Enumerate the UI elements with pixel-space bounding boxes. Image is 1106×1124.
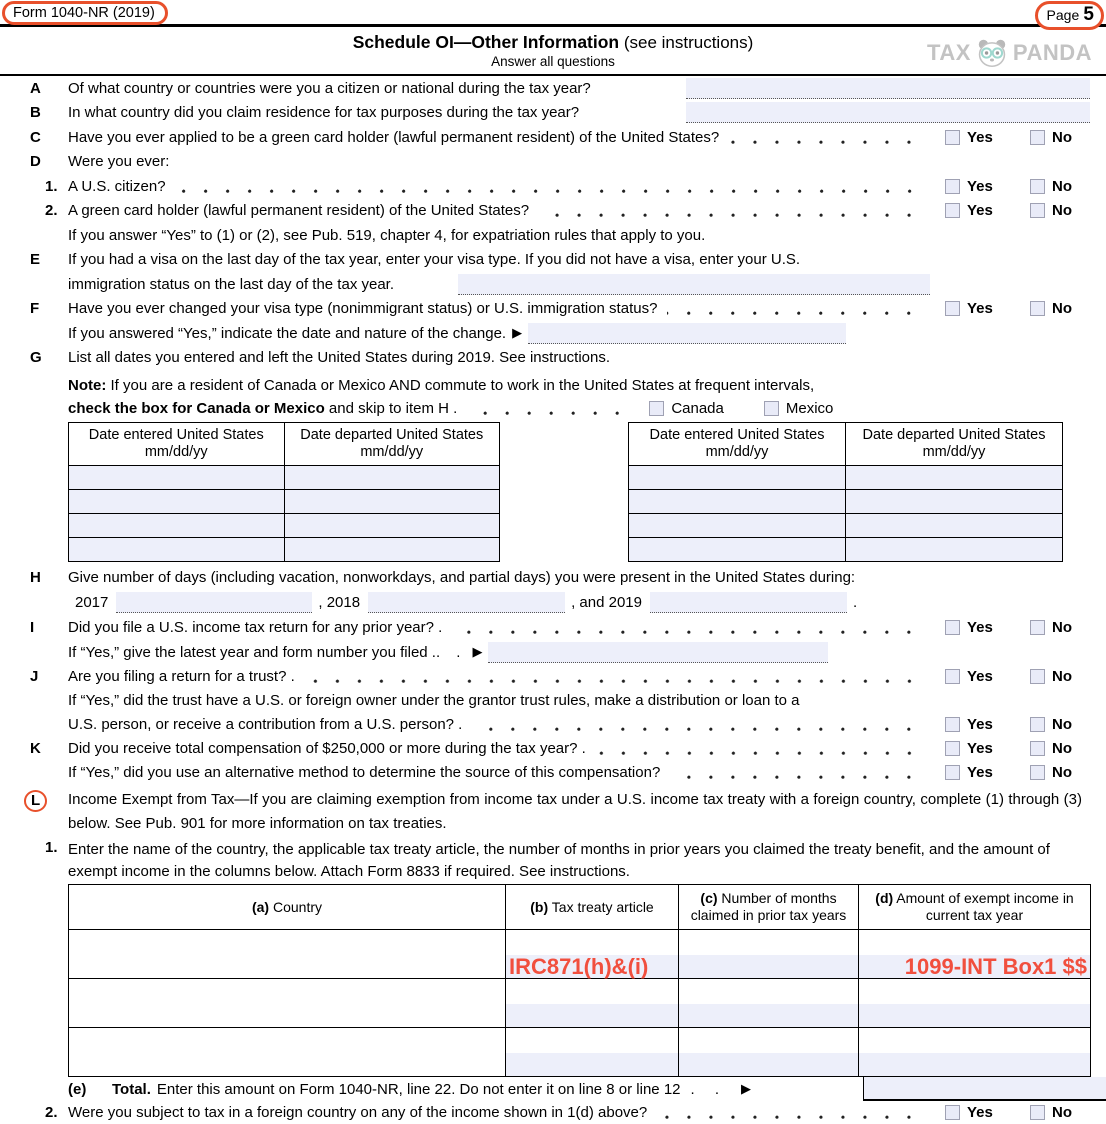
item-1-text: Enter the name of the country, the applicable tax treaty article, the number of months in prior years you claimed the treaty benefit, and the amount of exempt income in the columns below. Attach Form 8833 if required. See instructions. <box>68 841 1050 880</box>
question-k-yesno <box>945 740 1082 757</box>
question-d1-yesno <box>945 178 1082 195</box>
question-j-row <box>0 665 1106 690</box>
green-card-holder-no-checkbox[interactable] <box>1030 203 1045 218</box>
question-c-text: Have you ever applied to be a green card holder (lawful permanent resident) of the United States? <box>68 128 720 146</box>
line-letter: B <box>30 104 41 122</box>
no-label: No <box>1052 715 1072 733</box>
dot-leader <box>670 775 929 780</box>
date-departed-input[interactable] <box>846 514 1063 538</box>
foreign-tax-yes-checkbox[interactable] <box>945 1105 960 1120</box>
question-j-sub-yesno <box>945 716 1082 733</box>
green-card-holder-yes-checkbox[interactable] <box>945 203 960 218</box>
treaty-exemption-table <box>68 884 1091 1077</box>
year-2017-label: 2017 <box>75 594 109 611</box>
total-label: Total. <box>112 1080 151 1098</box>
year-2019-label: , and 2019 <box>571 594 642 611</box>
treaty-total-input[interactable] <box>863 1077 1106 1101</box>
question-d1-row <box>0 174 1106 199</box>
date-entered-input[interactable] <box>69 514 285 538</box>
yes-label: Yes <box>967 1104 993 1121</box>
treaty-article-header: (b) Tax treaty article <box>506 885 679 930</box>
treaty-country-input[interactable] <box>69 1028 506 1077</box>
yes-label: Yes <box>967 668 993 686</box>
entry-exit-table-left <box>68 422 500 562</box>
mexico-label: Mexico <box>785 400 834 417</box>
foreign-tax-no-checkbox[interactable] <box>1030 1105 1045 1120</box>
schedule-title-bar <box>0 27 1106 76</box>
days-2019-input[interactable] <box>650 592 847 613</box>
item-2-yesno <box>945 1104 1082 1121</box>
question-j-yesno <box>945 668 1082 685</box>
watermark-panda-text: PANDA <box>1012 40 1092 65</box>
treaty-amount-cell <box>859 1028 1091 1054</box>
question-d-row <box>0 150 1106 175</box>
line-letter: H <box>30 568 41 586</box>
question-e-row2 <box>0 272 1106 297</box>
latest-year-form-input[interactable] <box>488 642 828 663</box>
date-departed-input[interactable] <box>284 538 500 562</box>
question-j-sub-text2: U.S. person, or receive a contribution from a U.S. person? . <box>68 715 463 733</box>
yes-label: Yes <box>967 715 993 733</box>
year-2018-label: , 2018 <box>318 594 361 611</box>
canada-label: Canada <box>671 400 724 417</box>
treaty-amount-cell <box>859 979 1091 1005</box>
line-letter: E <box>30 251 41 269</box>
form-label-highlight <box>2 1 168 25</box>
no-label: No <box>1052 739 1072 757</box>
note-label: Note: <box>68 377 107 394</box>
question-d-note-text: If you answer “Yes” to (1) or (2), see Pub. 519, chapter 4, for expatriation rules that apply to you. <box>68 226 706 244</box>
treaty-country-input[interactable] <box>69 930 506 979</box>
yes-label: Yes <box>967 202 993 220</box>
question-f-sub-row <box>0 321 1106 346</box>
date-entered-input[interactable] <box>629 514 846 538</box>
date-entered-input[interactable] <box>629 466 846 490</box>
dot-leader <box>539 213 929 218</box>
treaty-article-cell <box>506 930 679 956</box>
no-label: No <box>1052 619 1072 637</box>
question-d-note-row <box>0 223 1106 248</box>
yes-label: Yes <box>967 619 993 637</box>
question-k-sub-yesno <box>945 764 1082 781</box>
trust-return-no-checkbox[interactable] <box>1030 669 1045 684</box>
question-h-text: Give number of days (including vacation, nonworkdays, and partial days) you were present in the United States during: <box>68 568 856 586</box>
question-f-row <box>0 297 1106 322</box>
page-word: Page <box>1046 7 1080 23</box>
question-i-yesno <box>945 619 1082 636</box>
treaty-months-input[interactable] <box>679 1004 859 1028</box>
treaty-country-header: (a) Country <box>69 885 506 930</box>
question-f-yesno <box>945 300 1082 317</box>
date-entered-input[interactable] <box>629 538 846 562</box>
date-departed-header: Date departed United States mm/dd/yy <box>846 423 1063 466</box>
no-label: No <box>1052 1104 1072 1121</box>
dot-leader <box>657 1115 929 1120</box>
no-label: No <box>1052 764 1072 782</box>
date-departed-input[interactable] <box>846 538 1063 562</box>
question-d1-text: A U.S. citizen? <box>68 177 166 195</box>
date-departed-input[interactable] <box>284 490 500 514</box>
no-label: No <box>1052 128 1072 146</box>
dot-leader: . . <box>435 643 467 661</box>
change-date-nature-input[interactable] <box>528 323 846 344</box>
trust-grantor-yes-checkbox[interactable] <box>945 717 960 732</box>
yes-label: Yes <box>967 764 993 782</box>
line-letter: G <box>30 349 42 367</box>
date-entered-input[interactable] <box>69 538 285 562</box>
compensation-250k-yes-checkbox[interactable] <box>945 741 960 756</box>
no-label: No <box>1052 177 1072 195</box>
total-row-letter: (e) <box>68 1080 87 1098</box>
dot-leader <box>305 679 929 684</box>
question-g-note-text2: and skip to item H . <box>324 400 458 417</box>
schedule-subtitle: Answer all questions <box>491 54 615 69</box>
line-letter: J <box>30 668 39 686</box>
us-citizen-no-checkbox[interactable] <box>1030 179 1045 194</box>
question-k-row <box>0 736 1106 761</box>
date-departed-input[interactable] <box>284 466 500 490</box>
question-g-note-row1 <box>0 374 1106 397</box>
date-departed-input[interactable] <box>846 490 1063 514</box>
treaty-months-input[interactable] <box>679 955 859 979</box>
citizen-country-input[interactable] <box>686 78 1090 99</box>
dot-leader <box>452 630 929 635</box>
treaty-amount-cell <box>859 930 1091 956</box>
question-e-row <box>0 248 1106 273</box>
question-e-text-line2: immigration status on the last day of the tax year. <box>68 275 395 293</box>
yes-label: Yes <box>967 739 993 757</box>
line-letter: I <box>30 619 35 637</box>
canada-checkbox[interactable] <box>649 401 664 416</box>
watermark-tax-text: TAX <box>927 40 971 65</box>
line-letter: C <box>30 128 41 146</box>
line-letter-highlighted <box>30 788 68 835</box>
question-h-days-row <box>0 590 1106 616</box>
treaty-total-row <box>0 1077 1106 1101</box>
question-c-yesno <box>945 129 1082 146</box>
dot-leader <box>596 751 929 756</box>
question-g-note-bold2: check the box for Canada or Mexico <box>68 400 325 417</box>
question-a-text: Of what country or countries were you a citizen or national during the tax year? <box>68 79 591 97</box>
question-g-text: List all dates you entered and left the United States during 2019. See instructions. <box>68 349 611 367</box>
question-k-sub-row <box>0 761 1106 786</box>
treaty-amount-annotation[interactable]: 1099-INT Box1 $$ <box>859 955 1091 979</box>
item-2-text: Were you subject to tax in a foreign country on any of the income shown in 1(d) above? <box>68 1104 648 1121</box>
question-d2-text: A green card holder (lawful permanent resident) of the United States? <box>68 202 530 220</box>
days-2017-input[interactable] <box>116 592 312 613</box>
treaty-months-cell <box>679 979 859 1005</box>
question-e-text-line1: If you had a visa on the last day of the tax year, enter your visa type. If you did not have a visa, enter your U.S. <box>68 251 801 269</box>
question-l-text: Income Exempt from Tax—If you are claiming exemption from income tax under a U.S. income tax treaty with a foreign country, complete (1) through (3) below. See Pub. 901 for more information on tax treaties. <box>68 791 1082 832</box>
treaty-months-cell <box>679 930 859 956</box>
date-departed-header: Date departed United States mm/dd/yy <box>284 423 500 466</box>
question-d2-yesno <box>945 202 1082 219</box>
item-number: 1. <box>45 177 58 195</box>
trust-return-yes-checkbox[interactable] <box>945 669 960 684</box>
item-1-row <box>0 837 1106 884</box>
item-number: 2. <box>45 1104 58 1121</box>
treaty-amount-input[interactable] <box>859 1004 1091 1028</box>
days-2018-input[interactable] <box>368 592 565 613</box>
item-2-row <box>0 1101 1106 1124</box>
page-number-highlight <box>1035 1 1104 30</box>
arrow-right-icon: ▶ <box>741 1081 752 1096</box>
line-letter: F <box>30 300 40 318</box>
no-label: No <box>1052 300 1072 318</box>
question-c-row <box>0 125 1106 150</box>
date-entered-input[interactable] <box>69 466 285 490</box>
question-j-sub-text1: If “Yes,” did the trust have a U.S. or foreign owner under the grantor trust rules, make a distribution or loan to a <box>68 692 800 709</box>
trust-grantor-no-checkbox[interactable] <box>1030 717 1045 732</box>
entry-exit-table-right <box>628 422 1063 562</box>
visa-type-input[interactable] <box>458 274 930 295</box>
letter-l-highlight: L <box>24 790 47 812</box>
form-label: Form 1040-NR (2019) <box>13 5 155 21</box>
treaty-article-cell <box>506 1028 679 1054</box>
treaty-amount-input[interactable] <box>859 1053 1091 1077</box>
dot-leader <box>176 189 929 194</box>
question-b-text: In what country did you claim residence for tax purposes during the tax year? <box>68 104 580 122</box>
treaty-country-input[interactable] <box>69 979 506 1028</box>
question-g-note-text1: If you are a resident of Canada or Mexico AND commute to work in the United States at frequent intervals, <box>106 377 815 394</box>
visa-changed-no-checkbox[interactable] <box>1030 301 1045 316</box>
question-i-text: Did you file a U.S. income tax return for any prior year? . <box>68 619 443 637</box>
question-f-text: Have you ever changed your visa type (nonimmigrant status) or U.S. immigration status? <box>68 300 658 318</box>
date-departed-input[interactable] <box>284 514 500 538</box>
item-number: 1. <box>45 839 58 856</box>
period-text: . <box>853 594 858 611</box>
question-j-text: Are you filing a return for a trust? . <box>68 668 295 686</box>
date-entered-header: Date entered United States mm/dd/yy <box>629 423 846 466</box>
question-l-row <box>0 785 1106 837</box>
question-i-row <box>0 616 1106 641</box>
dot-leader <box>729 140 929 145</box>
date-entered-input[interactable] <box>69 490 285 514</box>
question-b-row <box>0 101 1106 126</box>
green-card-applied-yes-checkbox[interactable] <box>945 130 960 145</box>
no-label: No <box>1052 668 1072 686</box>
question-a-row <box>0 76 1106 101</box>
question-i-sub-text: If “Yes,” give the latest year and form number you filed . <box>68 643 436 661</box>
entry-exit-tables <box>68 422 1106 562</box>
alternative-method-yes-checkbox[interactable] <box>945 765 960 780</box>
schedule-title-note: (see instructions) <box>619 33 754 52</box>
tax-panda-watermark <box>927 39 1092 67</box>
compensation-250k-no-checkbox[interactable] <box>1030 741 1045 756</box>
no-label: No <box>1052 202 1072 220</box>
top-bar <box>0 0 1106 27</box>
total-row-text: Enter this amount on Form 1040-NR, line 22. Do not enter it on line 8 or line 12 <box>156 1080 681 1098</box>
question-g-row <box>0 346 1106 371</box>
yes-label: Yes <box>967 177 993 195</box>
arrow-right-icon: ▶ <box>512 325 523 341</box>
arrow-right-icon: ▶ <box>472 644 483 660</box>
us-citizen-yes-checkbox[interactable] <box>945 179 960 194</box>
line-letter: K <box>30 739 41 757</box>
dot-leader <box>472 727 929 732</box>
yes-label: Yes <box>967 300 993 318</box>
question-k-text: Did you receive total compensation of $250,000 or more during the tax year? . <box>68 739 586 757</box>
question-g-note-row2 <box>0 397 1106 420</box>
question-j-sub-row2 <box>0 712 1106 736</box>
dot-leader <box>667 311 929 316</box>
question-d-text: Were you ever: <box>68 153 170 171</box>
treaty-article-annotation[interactable]: IRC871(h)&(i) <box>506 955 679 979</box>
treaty-article-input[interactable] <box>506 1053 679 1077</box>
green-card-applied-no-checkbox[interactable] <box>1030 130 1045 145</box>
treaty-article-cell <box>506 979 679 1005</box>
alternative-method-no-checkbox[interactable] <box>1030 765 1045 780</box>
yes-label: Yes <box>967 128 993 146</box>
treaty-article-input[interactable] <box>506 1004 679 1028</box>
page-number: 5 <box>1083 4 1094 25</box>
question-h-row <box>0 565 1106 590</box>
treaty-months-header: (c) Number of months claimed in prior tax years <box>679 885 859 930</box>
treaty-amount-header: (d) Amount of exempt income in current tax year <box>859 885 1091 930</box>
visa-changed-yes-checkbox[interactable] <box>945 301 960 316</box>
question-k-sub-text: If “Yes,” did you use an alternative method to determine the source of this compensation? <box>68 764 661 782</box>
line-letter: D <box>30 153 41 171</box>
question-d2-row <box>0 199 1106 224</box>
panda-icon <box>976 39 1008 67</box>
treaty-months-input[interactable] <box>679 1053 859 1077</box>
line-letter: A <box>30 79 41 97</box>
prior-return-no-checkbox[interactable] <box>1030 620 1045 635</box>
dot-leader: . . <box>690 1080 728 1098</box>
schedule-title-text: Schedule OI—Other Information <box>352 32 620 52</box>
date-entered-header: Date entered United States mm/dd/yy <box>69 423 285 466</box>
prior-return-yes-checkbox[interactable] <box>945 620 960 635</box>
treaty-months-cell <box>679 1028 859 1054</box>
question-i-sub-row <box>0 640 1106 665</box>
date-entered-input[interactable] <box>629 490 846 514</box>
mexico-checkbox[interactable] <box>764 401 779 416</box>
residence-country-input[interactable] <box>686 102 1090 123</box>
dot-leader <box>467 411 637 416</box>
question-f-sub-text: If you answered “Yes,” indicate the date and nature of the change. <box>68 324 507 342</box>
item-number: 2. <box>45 202 58 220</box>
question-j-sub-row1 <box>0 689 1106 712</box>
date-departed-input[interactable] <box>846 466 1063 490</box>
